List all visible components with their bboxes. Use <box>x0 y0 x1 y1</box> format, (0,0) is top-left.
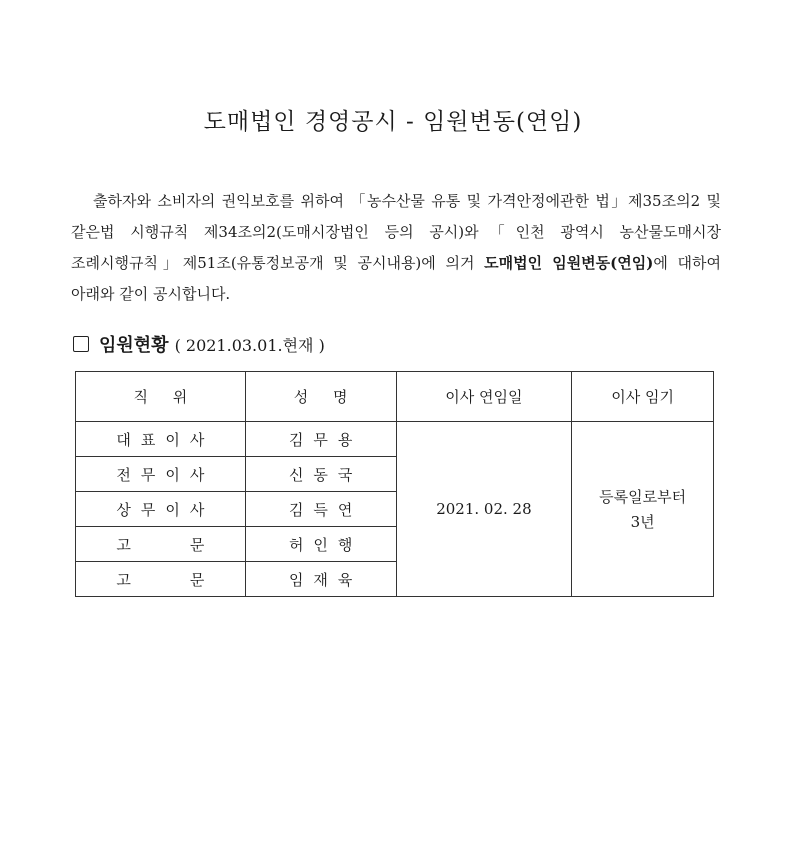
position-left: 고 <box>116 570 131 589</box>
name-cell: 김득연 <box>245 492 396 527</box>
name-cell: 허인행 <box>245 527 396 562</box>
intro-paragraph <box>71 186 721 310</box>
name-cell: 임재육 <box>245 562 396 597</box>
table-header-row <box>76 372 714 422</box>
position-cell: 대표이사 <box>76 422 246 457</box>
header-position: 직 위 <box>76 372 246 422</box>
position-cell: 상무이사 <box>76 492 246 527</box>
officers-table <box>75 371 714 597</box>
table-row <box>76 422 714 457</box>
position-right: 문 <box>189 570 205 589</box>
header-name: 성 명 <box>245 372 396 422</box>
position-right: 문 <box>189 535 205 554</box>
position-cell <box>76 527 246 562</box>
term-line-1: 등록일로부터 <box>599 488 687 506</box>
position-cell <box>76 562 246 597</box>
position-cell: 전무이사 <box>76 457 246 492</box>
section-date: ( 2021.03.01.현재 ) <box>174 335 325 355</box>
reappointment-date-cell: 2021. 02. 28 <box>396 422 572 597</box>
header-reappointment-date: 이사 연임일 <box>396 372 572 422</box>
section-heading <box>73 331 325 357</box>
header-term: 이사 임기 <box>572 372 714 422</box>
checkbox-icon <box>73 336 89 352</box>
intro-text-2: 에 대하여 아래와 같이 공시합니다. <box>71 254 721 303</box>
intro-text-1: 출하자와 소비자의 권익보호를 위하여 「농수산물 유통 및 가격안정에관한 법」제35조의2 및 같은법 시행규칙 제34조의2(도매시장법인 등의 공시)와「인천 광역시 농산물도매시장 조례시행규칙」제51조(유통정보공개 및 공시내용)에 의거 <box>71 192 721 272</box>
term-cell <box>572 422 714 597</box>
name-cell: 신동국 <box>245 457 396 492</box>
page-title: 도매법인 경영공시 - 임원변동(연임) <box>203 109 583 135</box>
intro-bold-text: 도매법인 임원변동(연임) <box>484 254 654 272</box>
name-cell: 김무용 <box>245 422 396 457</box>
position-left: 고 <box>116 535 131 554</box>
term-line-2: 3년 <box>630 513 655 531</box>
section-label: 임원현황 <box>99 335 169 356</box>
